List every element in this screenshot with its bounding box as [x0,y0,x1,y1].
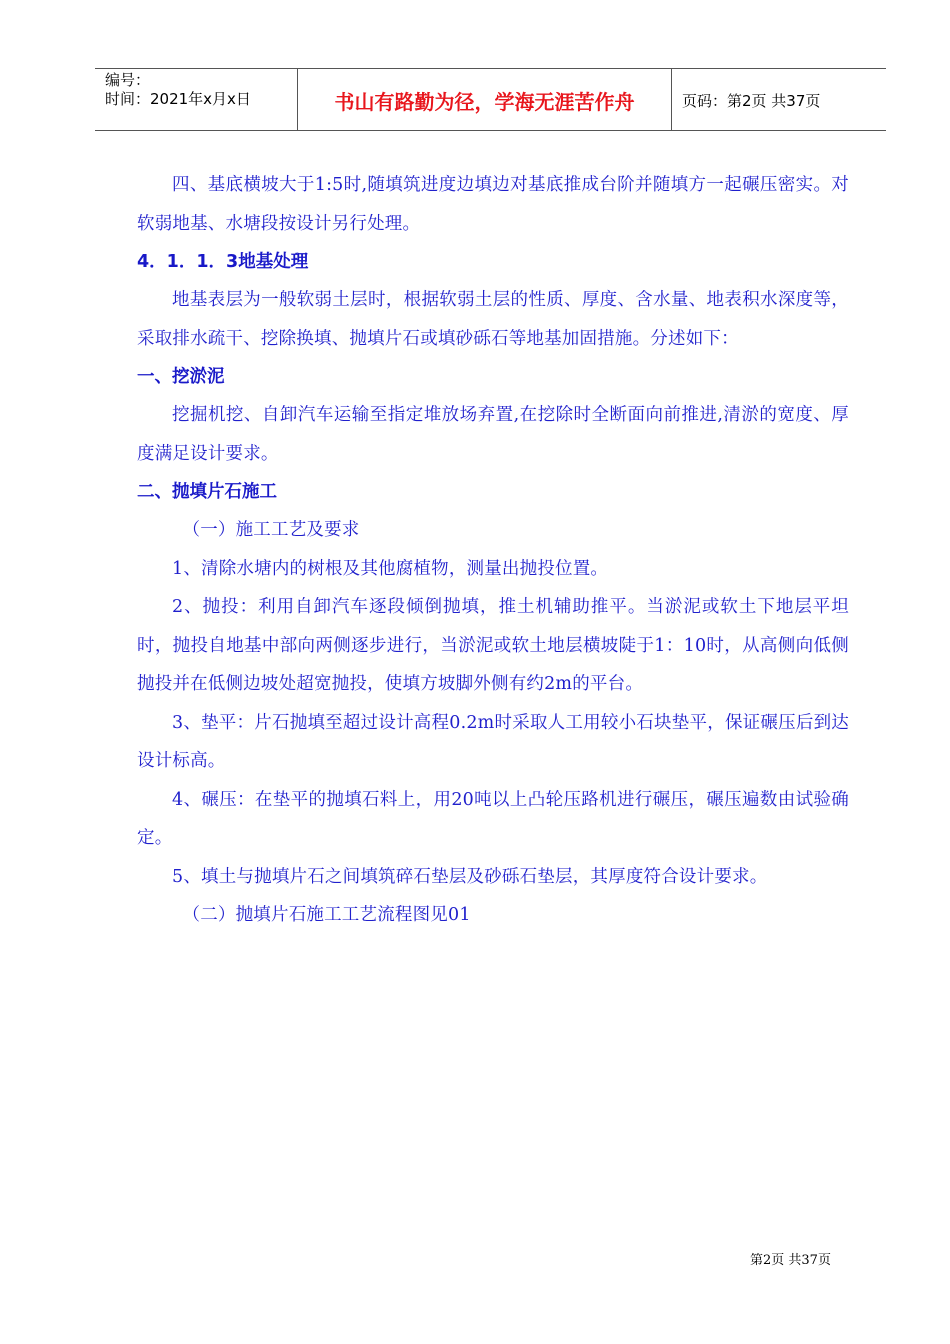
list-item-5: 5、填土与抛填片石之间填筑碎石垫层及砂砾石垫层，其厚度符合设计要求。 [172,866,768,887]
header-motto-cell [298,69,672,130]
list-item-2: 2、抛投：利用自卸汽车逐段倾倒抛填，推土机辅助推平。当淤泥或软土下地层平坦时，抛投自地基中部向两侧逐步进行，当淤泥或软土地层横坡陡于1：10时，从高侧向低侧抛投并在低侧边坡处超宽抛投，使填方坡脚外侧有约2m的平台。 [137,597,849,694]
header-meta-cell [95,69,298,130]
header-page-info: 页码：第2页 共37页 [682,92,821,110]
document-time-label: 时间：2021年x月x日 [105,90,251,108]
list-item-3: 3、垫平：片石抛填至超过设计高程0.2m时采取人工用较小石块垫平，保证碾压后到达设计标高。 [137,712,849,771]
page-footer-number: 第2页 共37页 [750,1253,831,1268]
page-header [95,68,886,131]
section-heading-rubble-fill: 二、抛填片石施工 [137,482,277,502]
subheading-process-flowchart: （二）抛填片石施工工艺流程图见01 [182,905,471,925]
subheading-process-requirements: （一）施工工艺及要求 [182,520,360,540]
header-motto: 书山有路勤为径，学海无涯苦作舟 [334,90,635,114]
paragraph-foundation-treatment: 地基表层为一般软弱土层时，根据软弱土层的性质、厚度、含水量、地表积水深度等，采取排水疏干、挖除换填、抛填片石或填砂砾石等地基加固措施。分述如下： [137,290,849,349]
section-heading-dredging: 一、挖淤泥 [137,367,225,387]
list-item-4: 4、碾压：在垫平的抛填石料上，用20吨以上凸轮压路机进行碾压，碾压遍数由试验确定。 [137,789,849,848]
document-code-label: 编号： [105,71,151,89]
section-heading-foundation-treatment: 4．1．1．3地基处理 [137,252,309,272]
paragraph-dredging: 挖掘机挖、自卸汽车运输至指定堆放场弃置,在挖除时全断面向前推进,清淤的宽度、厚度满足设计要求。 [137,405,849,464]
document-body [137,166,849,935]
list-item-1: 1、清除水塘内的树根及其他腐植物，测量出抛投位置。 [172,558,609,579]
paragraph-base-slope: 四、基底横坡大于1:5时,随填筑进度边填边对基底推成台阶并随填方一起碾压密实。对软弱地基、水塘段按设计另行处理。 [137,175,849,234]
header-page-cell [672,69,886,130]
